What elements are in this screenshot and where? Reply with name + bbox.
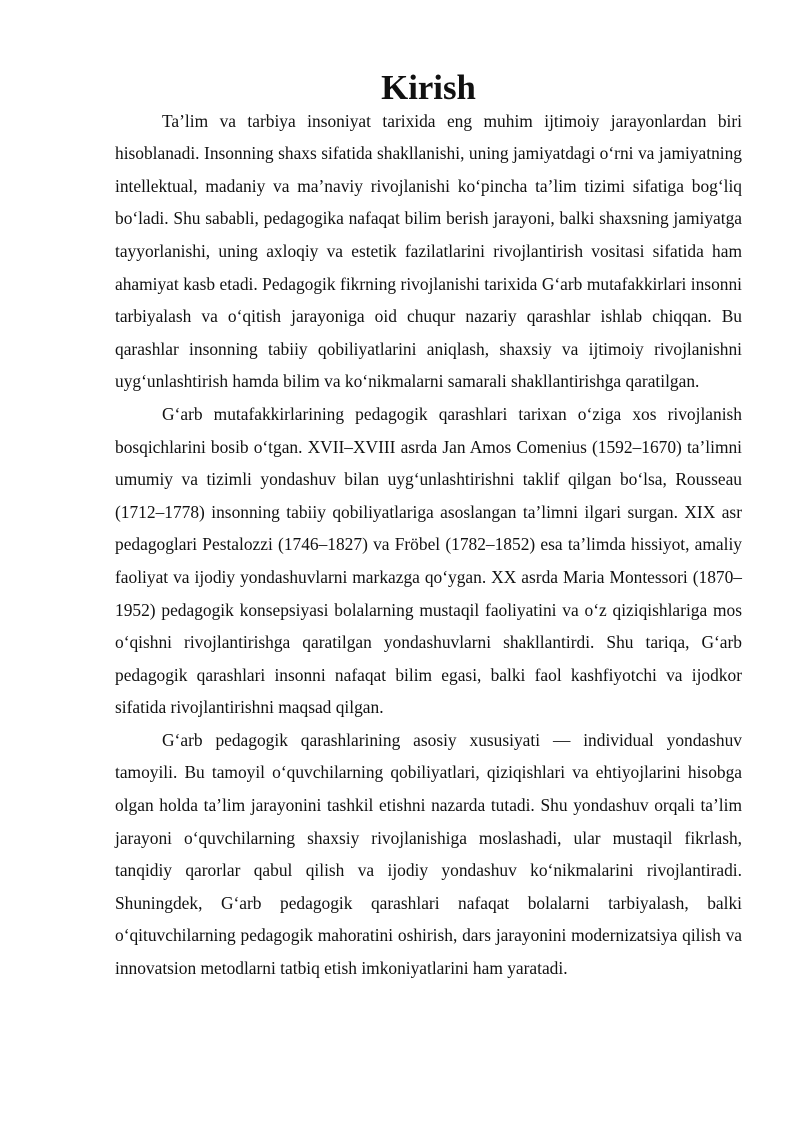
document-page [115, 68, 742, 985]
paragraph-3: G‘arb pedagogik qarashlarining asosiy xususiyati — individual yondashuv tamoyili. Bu tamoyil o‘quvchilarning qobiliyatlari, qiziqishlari va ehtiyojlarini hisobga olgan holda ta’lim jarayonini tashkil etishni nazarda tutadi. Shu yondashuv orqali ta’lim jarayoni o‘quvchilarning shaxsiy rivojlanishiga moslashadi, ular mustaqil fikrlash, tanqidiy qarorlar qabul qilish va ijodiy yondashuv ko‘nikmalarini rivojlantiradi. Shuningdek, G‘arb pedagogik qarashlari nafaqat bolalarni tarbiyalash, balki o‘qituvchilarning pedagogik mahoratini oshirish, dars jarayonini modernizatsiya qilish va innovatsion metodlarni tatbiq etish imkoniyatlarini ham yaratadi. [115, 729, 742, 979]
paragraph-1: Ta’lim va tarbiya insoniyat tarixida eng muhim ijtimoiy jarayonlardan biri hisoblanadi. Insonning shaxs sifatida shakllanishi, uning jamiyatdagi o‘rni va jamiyatning intellektual, madaniy va ma’naviy rivojlanishi ko‘pincha ta’lim tizimi sifatiga bog‘liq bo‘ladi. Shu sababli, pedagogika nafaqat bilim berish jarayoni, balki shaxsning jamiyatga tayyorlanishi, uning axloqiy va estetik fazilatlarini rivojlantirish vositasi sifatida ham ahamiyat kasb etadi. Pedagogik fikrning rivojlanishi tarixida G‘arb mutafakkirlari insonni tarbiyalash va o‘qitish jarayoniga oid chuqur nazariy qarashlar ishlab chiqqan. Bu qarashlar insonning tabiiy qobiliyatlarini aniqlash, shaxsiy va ijtimoiy rivojlanishni uyg‘unlashtirish hamda bilim va ko‘nikmalarni samarali shakllantirishga qaratilgan. [115, 110, 742, 392]
paragraph-2: G‘arb mutafakkirlarining pedagogik qarashlari tarixan o‘ziga xos rivojlanish bosqichlarini bosib o‘tgan. XVII–XVIII asrda Jan Amos Comenius (1592–1670) ta’limni umumiy va tizimli yondashuv bilan uyg‘unlashtirishni taklif qilgan bo‘lsa, Rousseau (1712–1778) insonning tabiiy qobiliyatlariga asoslangan ta’limni ilgari surgan. XIX asr pedagoglari Pestalozzi (1746–1827) va Fröbel (1782–1852) esa ta’limda hissiyot, amaliy faoliyat va ijodiy yondashuvlarni markazga qo‘ygan. XX asrda Maria Montessori (1870–1952) pedagogik konsepsiyasi bolalarning mustaqil faoliyatini va o‘z qiziqishlariga mos o‘qishni rivojlantirishga qaratilgan yondashuvlarni shakllantirdi. Shu tariqa, G‘arb pedagogik qarashlari insonni nafaqat bilim egasi, balki faol kashfiyotchi va ijodkor sifatida rivojlantirishni maqsad qilgan. [115, 403, 742, 718]
section-title: Kirish [381, 68, 476, 107]
